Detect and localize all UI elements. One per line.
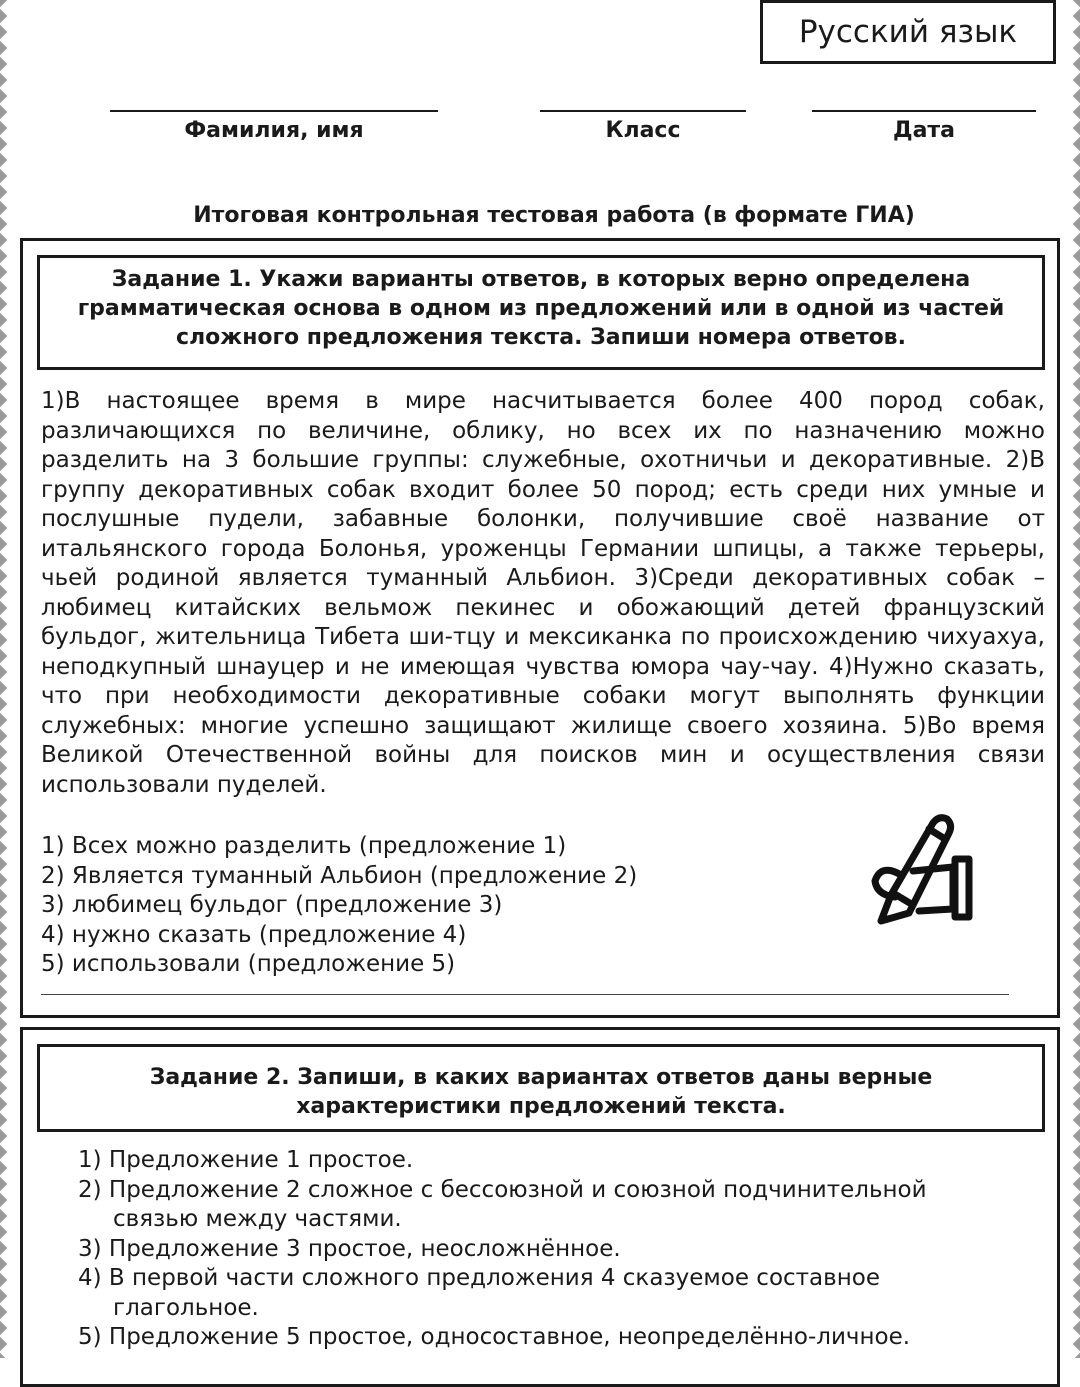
- task1-section: [20, 238, 1060, 1018]
- task1-heading-box: [37, 255, 1045, 370]
- task2-option-5: 5) Предложение 5 простое, односоставное, неопределённо-личное.: [78, 1324, 911, 1350]
- task1-option-5: 5) использовали (предложение 5): [41, 951, 456, 977]
- document-title: Итоговая контрольная тестовая работа (в формате ГИА): [193, 203, 915, 228]
- date-blank[interactable]: [812, 92, 1036, 112]
- hand-writing-icon: [851, 809, 981, 929]
- task2-heading: Задание 2. Запиши, в каких вариантах ответов даны верные характеристики предложений текста.: [149, 1065, 933, 1119]
- class-field-label: Класс: [605, 118, 681, 143]
- task2-section: [20, 1027, 1060, 1387]
- task1-option-3: 3) любимец бульдог (предложение 3): [41, 892, 503, 918]
- task1-options: [41, 832, 637, 980]
- task1-passage: 1)В настоящее время в мире насчитывается более 400 пород собак, различающихся по величине, облику, но всех их по назначению можно разделить на 3 большие группы: служебные, охотничьи и декоративные. 2)В группу декоративных собак входит более 50 пород; есть среди них умные и послушные пудели, забавные болонки, получившие своё название от итальянского города Болонья, уроженцы Германии шпицы, а также терьеры, чьей родиной является туманный Альбион. 3)Среди декоративных собак – любимец китайских вельмож пекинес и обожающий детей французский бульдог, жительница Тибета ши-тцу и мексиканка по происхождению чихуахуа, неподкупный шнауцер и не имеющая чувства юмора чау-чау. 4)Нужно сказать, что при необходимости декоративные собаки могут выполнять функции служебных: многие успешно защищают жилище своего хозяина. 5)Во время Великой Отечественной войны для поисков мин и осуществления связи использовали пуделей.: [41, 388, 1045, 798]
- name-field-label: Фамилия, имя: [184, 118, 364, 143]
- subject-label: [760, 0, 1056, 64]
- task1-option-2: 2) Является туманный Альбион (предложение 2): [41, 862, 638, 889]
- date-field-label: Дата: [892, 118, 956, 143]
- task2-heading-box: [37, 1044, 1045, 1132]
- task2-option-3: 3) Предложение 3 простое, неосложнённое.: [78, 1235, 621, 1262]
- date-field[interactable]: [812, 92, 1036, 143]
- class-blank[interactable]: [540, 92, 746, 112]
- class-field[interactable]: [540, 92, 746, 143]
- task2-option-1: 1) Предложение 1 простое.: [78, 1147, 414, 1173]
- task1-answer-line[interactable]: [41, 994, 1009, 995]
- task2-options: [78, 1146, 978, 1353]
- task1-option-1: 1) Всех можно разделить (предложение 1): [41, 833, 567, 859]
- name-field[interactable]: [110, 92, 438, 143]
- task2-option-4: 4) В первой части сложного предложения 4 сказуемое составное глагольное.: [78, 1265, 880, 1321]
- subject-text: Русский язык: [798, 14, 1018, 50]
- name-blank[interactable]: [110, 92, 438, 112]
- task1-heading: Задание 1. Укажи варианты ответов, в которых верно определена грамматическая основа в одном из предложений или в одной из частей сложного предложения текста. Запиши номера ответов.: [77, 267, 1005, 350]
- task1-option-4: 4) нужно сказать (предложение 4): [41, 921, 467, 948]
- task2-option-2: 2) Предложение 2 сложное с бессоюзной и союзной подчинительной связью между частями.: [78, 1176, 927, 1232]
